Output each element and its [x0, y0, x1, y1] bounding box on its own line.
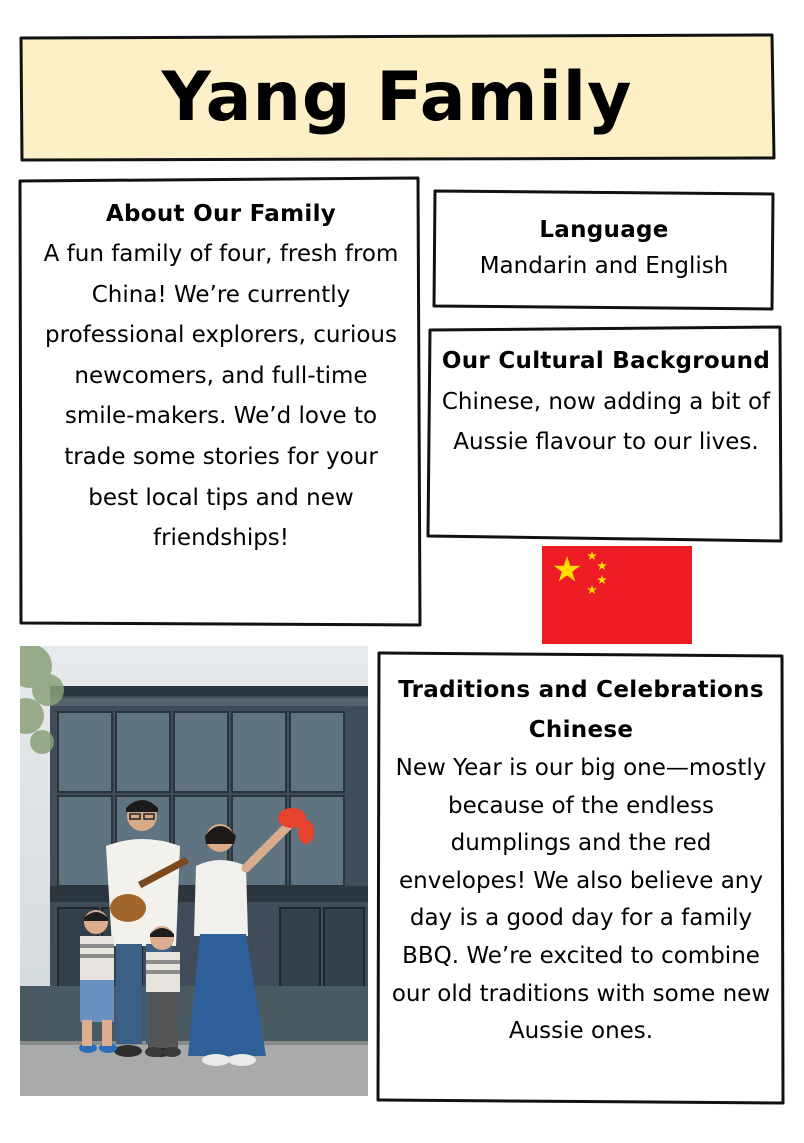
- language-card: [432, 188, 776, 312]
- about-heading: About Our Family: [105, 201, 337, 227]
- traditions-body: New Year is our big one—mostly because of the endless dumplings and the red envelopes! We also believe any day is a good day for a family BBQ. We’re excited to combine our old traditions with some new Aussie ones.: [391, 755, 771, 1045]
- about-card: [18, 176, 422, 628]
- title-banner: [18, 32, 776, 162]
- traditions-heading: Traditions and Celebrations Chinese: [398, 677, 764, 743]
- family-photo: [20, 646, 368, 1096]
- culture-heading: Our Cultural Background: [441, 348, 771, 374]
- about-body: A fun family of four, fresh from China! We’re currently professional explorers, curious newcomers, and full-time smile-makers. We’d love to trade some stories for your best local tips and new friendships!: [43, 241, 399, 552]
- language-body: Mandarin and English: [479, 253, 729, 279]
- language-heading: Language: [539, 217, 669, 243]
- traditions-card: [376, 650, 786, 1106]
- culture-body: Chinese, now adding a bit of Aussie flavour to our lives.: [441, 389, 771, 455]
- page-title: Yang Family: [161, 58, 633, 137]
- culture-card: [426, 324, 784, 544]
- flag-field: [542, 546, 692, 644]
- china-flag: [542, 546, 692, 644]
